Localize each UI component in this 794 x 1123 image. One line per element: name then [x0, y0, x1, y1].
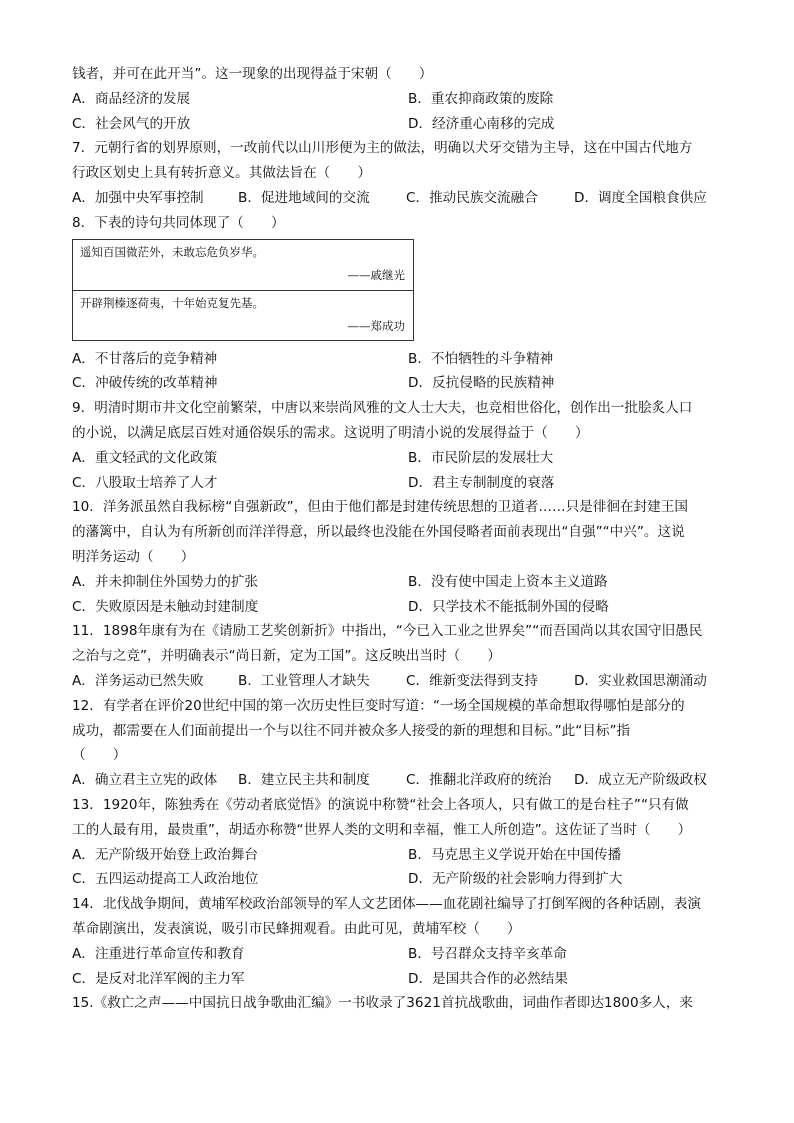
q11-stem-line-1: 11．1898年康有为在《请励工艺奖创新折》中指出，“今已入工业之世界矣”“而吾国尚以其农国守旧愚民 [72, 623, 703, 640]
q15-stem-line-1: 15.《救亡之声——中国抗日战争歌曲汇编》一书收录了3621首抗战歌曲，词曲作者即达1800多人，来 [72, 995, 693, 1012]
q7-option-b[interactable]: B．促进地域间的交流 [238, 189, 370, 206]
q10-stem-line-1: 10．洋务派虽然自我标榜“自强新政”，但由于他们都是封建传统思想的卫道者……只是徘徊在封建王国 [72, 499, 688, 516]
q6-option-a[interactable]: A．商品经济的发展 [72, 90, 191, 107]
q9-options-row-2 [72, 471, 724, 496]
q10-option-d[interactable]: D．只学技术不能抵制外国的侵略 [408, 598, 609, 615]
q8-option-c[interactable]: C．冲破传统的改革精神 [72, 375, 218, 392]
exam-page [72, 62, 724, 1016]
q11-stem-line-2: 之治与之竞”，并明确表示“尚日新，定为工国”。这反映出当时（ ） [72, 648, 501, 665]
q11-option-c[interactable]: C．维新变法得到支持 [406, 672, 538, 689]
q8-stem: 8．下表的诗句共同体现了（ ） [72, 214, 285, 231]
q12-option-d[interactable]: D．成立无产阶级政权 [574, 772, 707, 789]
q7-stem-line-1: 7．元朝行省的划界原则，一改前代以山川形便为主的做法，明确以犬牙交错为主导，这在中国古代地方 [72, 140, 693, 157]
q13-options-row-2 [72, 867, 724, 892]
q9-stem-line-2: 的小说，以满足底层百姓对通俗娱乐的需求。这说明了明清小说的发展得益于（ ） [72, 424, 589, 441]
q13-option-c[interactable]: C．五四运动提高工人政治地位 [72, 871, 259, 888]
q6-options-row-2 [72, 112, 724, 137]
q9-stem-line-1: 9．明清时期市井文化空前繁荣，中唐以来崇尚风雅的文人士大夫，也竞相世俗化，创作出一批脍炙人口 [72, 400, 693, 417]
q12-stem-line-3: （ ） [72, 747, 127, 764]
q8-option-a[interactable]: A．不甘落后的竞争精神 [72, 350, 218, 367]
q8-options-row-2 [72, 371, 724, 396]
q14-stem-line-2: 革命剧演出，发表演说，吸引市民蜂拥观看。由此可见，黄埔军校（ ） [72, 920, 521, 937]
q8-poem-2-line: 开辟荆榛逐荷夷，十年始克复先基。 [80, 295, 264, 310]
q6-option-d[interactable]: D．经济重心南移的完成 [408, 115, 555, 132]
q10-options-row-2 [72, 595, 724, 620]
q8-poem-1-author: ——戚继光 [347, 267, 405, 282]
q7-stem-line-2: 行政区划史上具有转折意义。其做法旨在（ ） [72, 165, 372, 182]
q11-option-a[interactable]: A．洋务运动已然失败 [72, 672, 204, 689]
q7-option-d[interactable]: D．调度全国粮食供应 [574, 189, 707, 206]
q9-option-b[interactable]: B．市民阶层的发展壮大 [408, 449, 554, 466]
q11-option-b[interactable]: B．工业管理人才缺失 [238, 672, 370, 689]
q9-option-c[interactable]: C．八股取士培养了人才 [72, 474, 218, 491]
q14-option-a[interactable]: A．注重进行革命宣传和教育 [72, 945, 245, 962]
q6-option-b[interactable]: B．重农抑商政策的废除 [408, 90, 554, 107]
q9-option-d[interactable]: D．君主专制制度的衰落 [408, 474, 555, 491]
q8-poem-table [72, 239, 414, 341]
q12-stem-line-2: 成功，都需要在人们面前提出一个与以往不同并被众多人接受的新的理想和目标。”此“目标”指 [72, 722, 631, 739]
q8-options-row-1 [72, 347, 724, 372]
q8-poem-1-line: 遥知百国微茫外，未敢忘危负岁华。 [80, 244, 264, 259]
q11-option-d[interactable]: D．实业救国思潮涌动 [574, 672, 707, 689]
q13-options-row-1 [72, 843, 724, 868]
q13-stem-line-1: 13．1920年，陈独秀在《劳动者底觉悟》的演说中称赞“社会上各项人，只有做工的是台柱子”“只有做 [72, 796, 689, 813]
q8-poem-cell-2 [73, 291, 413, 341]
q10-options-row-1 [72, 570, 724, 595]
q14-options-row-1 [72, 942, 724, 967]
q10-stem-line-2: 的藩篱中，自认为有所新创而洋洋得意，所以最终也没能在外国侵略者面前表现出“自强”“中兴”。这说 [72, 524, 685, 541]
q7-options-row [72, 186, 724, 211]
q6-options-row-1 [72, 87, 724, 112]
q10-option-b[interactable]: B．没有使中国走上资本主义道路 [408, 573, 608, 590]
q7-option-c[interactable]: C．推动民族交流融合 [406, 189, 538, 206]
q6-option-c[interactable]: C．社会风气的开放 [72, 115, 191, 132]
q13-option-a[interactable]: A．无产阶级开始登上政治舞台 [72, 846, 259, 863]
q12-stem-line-1: 12．有学者在评价20世纪中国的第一次历史性巨变时写道：“一场全国规模的革命想取得哪怕是部分的 [72, 697, 685, 714]
q8-poem-cell-1 [73, 240, 413, 291]
q10-stem-line-3: 明洋务运动（ ） [72, 548, 195, 565]
q13-option-d[interactable]: D．无产阶级的社会影响力得到扩大 [408, 871, 623, 888]
q11-options-row [72, 669, 724, 694]
q14-option-c[interactable]: C．是反对北洋军阀的主力军 [72, 970, 245, 987]
q12-option-c[interactable]: C．推翻北洋政府的统治 [406, 772, 552, 789]
q8-option-d[interactable]: D．反抗侵略的民族精神 [408, 375, 555, 392]
q13-option-b[interactable]: B．马克思主义学说开始在中国传播 [408, 846, 622, 863]
q6-stem: 钱者，并可在此开当”。这一现象的出现得益于宋朝（ ） [72, 66, 433, 82]
q14-stem-line-1: 14．北伐战争期间，黄埔军校政治部领导的军人文艺团体——血花剧社编导了打倒军阀的各种话剧，表演 [72, 896, 702, 913]
q10-option-c[interactable]: C．失败原因是未触动封建制度 [72, 598, 259, 615]
q14-options-row-2 [72, 967, 724, 992]
q9-option-a[interactable]: A．重文轻武的文化政策 [72, 449, 218, 466]
q7-option-a[interactable]: A．加强中央军事控制 [72, 189, 204, 206]
q14-option-d[interactable]: D．是国共合作的必然结果 [408, 970, 568, 987]
q12-option-b[interactable]: B．建立民主共和制度 [238, 772, 370, 789]
q14-option-b[interactable]: B．号召群众支持辛亥革命 [408, 945, 567, 962]
q8-poem-2-author: ——郑成功 [347, 318, 405, 333]
q12-option-a[interactable]: A．确立君主立宪的政体 [72, 772, 218, 789]
q13-stem-line-2: 工的人最有用，最贵重”，胡适亦称赞“世界人类的文明和幸福，惟工人所创造”。这佐证了当时（ ） [72, 821, 692, 838]
q8-option-b[interactable]: B．不怕牺牲的斗争精神 [408, 350, 554, 367]
q10-option-a[interactable]: A．并未抑制住外国势力的扩张 [72, 573, 259, 590]
q9-options-row-1 [72, 446, 724, 471]
q12-options-row [72, 768, 724, 793]
